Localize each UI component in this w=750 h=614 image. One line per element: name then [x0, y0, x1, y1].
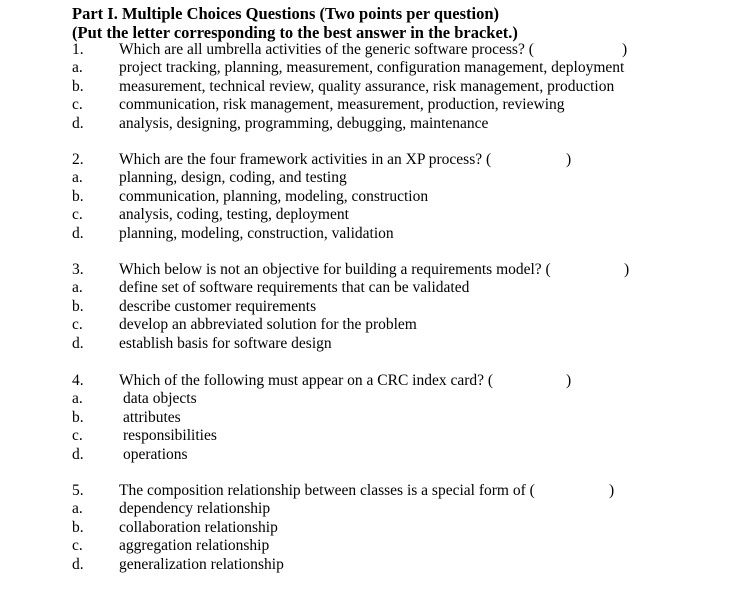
option-c — [0, 316, 750, 334]
option-letter: d. — [72, 114, 84, 132]
option-letter: c. — [72, 96, 83, 114]
question-number: 4. — [72, 372, 84, 389]
option-b — [0, 298, 750, 316]
option-text: generalization relationship — [119, 555, 284, 573]
option-c — [0, 427, 750, 445]
option-d — [0, 446, 750, 464]
option-text: define set of software requirements that can be validated — [119, 279, 470, 297]
option-text: collaboration relationship — [119, 518, 278, 536]
option-letter: a. — [72, 169, 83, 187]
question-text: Which below is not an objective for building a requirements model? ( — [119, 261, 551, 278]
question-text: Which of the following must appear on a CRC index card? ( — [119, 372, 494, 389]
option-text: project tracking, planning, measurement, configuration management, deployment — [119, 59, 625, 77]
option-text: communication, risk management, measurement, production, reviewing — [119, 96, 565, 114]
option-c — [0, 96, 750, 114]
part-title: Part I. Multiple Choices Questions (Two points per question) — [72, 4, 500, 23]
question-text: The composition relationship between classes is a special form of ( — [119, 482, 535, 499]
option-text: planning, modeling, construction, validation — [119, 224, 394, 242]
option-a — [0, 279, 750, 297]
part-instructions: (Put the letter corresponding to the best answer in the bracket.) — [72, 23, 518, 42]
option-letter: b. — [72, 297, 84, 315]
option-d — [0, 335, 750, 353]
option-c — [0, 537, 750, 555]
option-text: responsibilities — [123, 427, 217, 445]
question-1 — [0, 41, 750, 133]
option-letter: c. — [72, 316, 83, 334]
option-letter: a. — [72, 390, 83, 408]
option-letter: a. — [72, 500, 83, 518]
option-text: data objects — [123, 390, 197, 408]
option-letter: b. — [72, 77, 84, 95]
question-2 — [0, 151, 750, 243]
option-letter: b. — [72, 187, 84, 205]
option-a — [0, 390, 750, 408]
question-number: 3. — [72, 261, 84, 278]
option-letter: a. — [72, 59, 83, 77]
option-text: analysis, coding, testing, deployment — [119, 206, 349, 224]
option-d — [0, 225, 750, 243]
question-stem — [0, 482, 750, 500]
option-text: analysis, designing, programming, debugging, maintenance — [119, 114, 489, 132]
option-text: dependency relationship — [119, 500, 271, 518]
option-letter: c. — [72, 206, 83, 224]
option-a — [0, 59, 750, 77]
answer-bracket-close: ) — [624, 261, 630, 278]
answer-bracket-close: ) — [566, 151, 572, 168]
option-b — [0, 78, 750, 96]
option-letter: d. — [72, 334, 84, 352]
option-a — [0, 169, 750, 187]
option-text: planning, design, coding, and testing — [119, 169, 347, 187]
option-letter: c. — [72, 427, 83, 445]
option-text: describe customer requirements — [119, 297, 317, 315]
option-b — [0, 409, 750, 427]
question-number: 5. — [72, 482, 84, 499]
option-letter: d. — [72, 555, 84, 573]
option-text: measurement, technical review, quality assurance, risk management, production — [119, 77, 615, 95]
option-letter: d. — [72, 445, 84, 463]
option-text: develop an abbreviated solution for the problem — [119, 316, 417, 334]
answer-bracket-close: ) — [566, 372, 572, 389]
question-stem — [0, 151, 750, 169]
question-text: Which are the four framework activities in an XP process? ( — [119, 151, 492, 168]
question-stem — [0, 41, 750, 59]
option-letter: c. — [72, 537, 83, 555]
option-c — [0, 206, 750, 224]
option-a — [0, 500, 750, 518]
option-text: attributes — [123, 408, 181, 426]
question-5 — [0, 482, 750, 574]
option-text: operations — [123, 445, 188, 463]
option-letter: a. — [72, 279, 83, 297]
answer-bracket-close: ) — [622, 41, 628, 58]
option-letter: b. — [72, 408, 84, 426]
option-letter: d. — [72, 224, 84, 242]
option-text: establish basis for software design — [119, 334, 332, 352]
option-text: aggregation relationship — [119, 537, 270, 555]
question-4 — [0, 372, 750, 464]
option-letter: b. — [72, 518, 84, 536]
question-number: 1. — [72, 41, 84, 58]
question-3 — [0, 261, 750, 353]
question-number: 2. — [72, 151, 84, 168]
answer-bracket-close: ) — [609, 482, 615, 499]
question-stem — [0, 261, 750, 279]
option-d — [0, 115, 750, 133]
option-b — [0, 519, 750, 537]
option-d — [0, 556, 750, 574]
option-b — [0, 188, 750, 206]
question-stem — [0, 372, 750, 390]
question-text: Which are all umbrella activities of the generic software process? ( — [119, 41, 534, 58]
option-text: communication, planning, modeling, construction — [119, 187, 429, 205]
